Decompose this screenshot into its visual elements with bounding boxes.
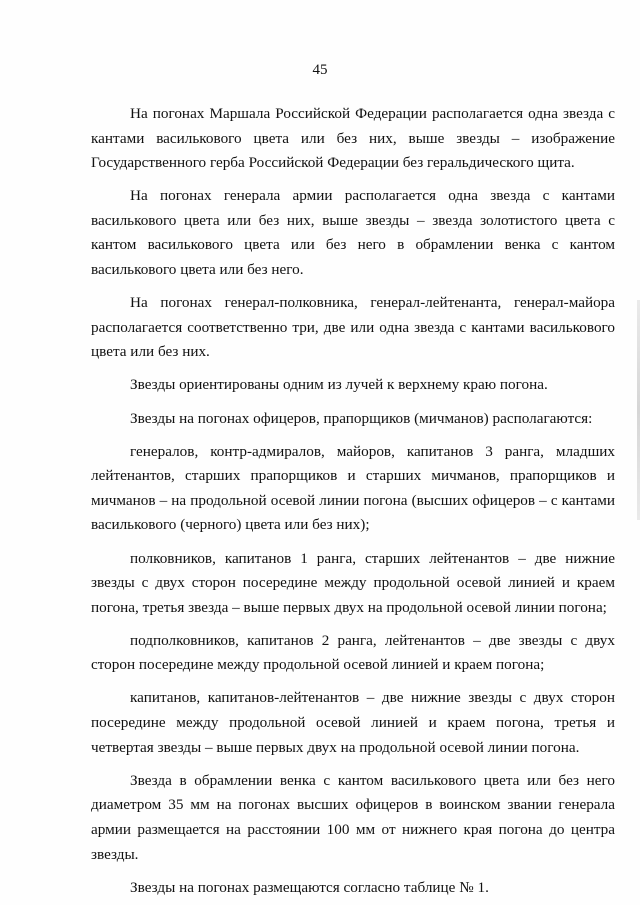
paragraph: генералов, контр-адмиралов, майоров, капитанов 3 ранга, младших лейтенантов, старших прапорщиков и старших мичманов, прапорщиков и мичманов – на продольной осевой линии погона (высших офицеров – с кантами василькового (черного) цвета или без них); (91, 442, 615, 534)
paragraph: подполковников, капитанов 2 ранга, лейтенантов – две звезды с двух сторон посередине между продольной осевой линией и краем погона; (91, 631, 615, 674)
paragraph: Звезды ориентированы одним из лучей к верхнему краю погона. (130, 376, 548, 394)
paragraph: На погонах Маршала Российской Федерации располагается одна звезда с кантами василькового цвета или без них, выше звезды – изображение Государственного герба Российской Федерации без геральдического щита. (91, 105, 615, 172)
paragraph: Звезды на погонах размещаются согласно таблице № 1. (130, 878, 489, 896)
paragraph: капитанов, капитанов-лейтенантов – две нижние звезды с двух сторон посередине между продольной осевой линией и краем погона, третья и четвертая звезды – выше первых двух на продольной осевой линии погона. (91, 689, 615, 756)
paragraph: полковников, капитанов 1 ранга, старших лейтенантов – две нижние звезды с двух сторон посередине между продольной осевой линией и краем погона, третья звезда – выше первых двух на продольной осевой линии погона; (91, 549, 615, 616)
paragraph: Звезда в обрамлении венка с кантом василькового цвета или без него диаметром 35 мм на погонах высших офицеров в воинском звании генерала армии размещается на расстоянии 100 мм от нижнего края погона до центра звезды. (91, 771, 615, 863)
paragraph: Звезды на погонах офицеров, прапорщиков (мичманов) располагаются: (130, 409, 593, 427)
document-body (91, 102, 615, 909)
paragraph: На погонах генерал-полковника, генерал-лейтенанта, генерал-майора располагается соответственно три, две или одна звезда с кантами василькового цвета или без них. (91, 294, 615, 361)
page-number: 45 (312, 62, 328, 78)
paragraph: На погонах генерала армии располагается одна звезда с кантами василькового цвета или без них, выше звезды – звезда золотистого цвета с кантом василькового цвета или без него в обрамлении венка с кантом василькового цвета или без него. (91, 187, 615, 279)
